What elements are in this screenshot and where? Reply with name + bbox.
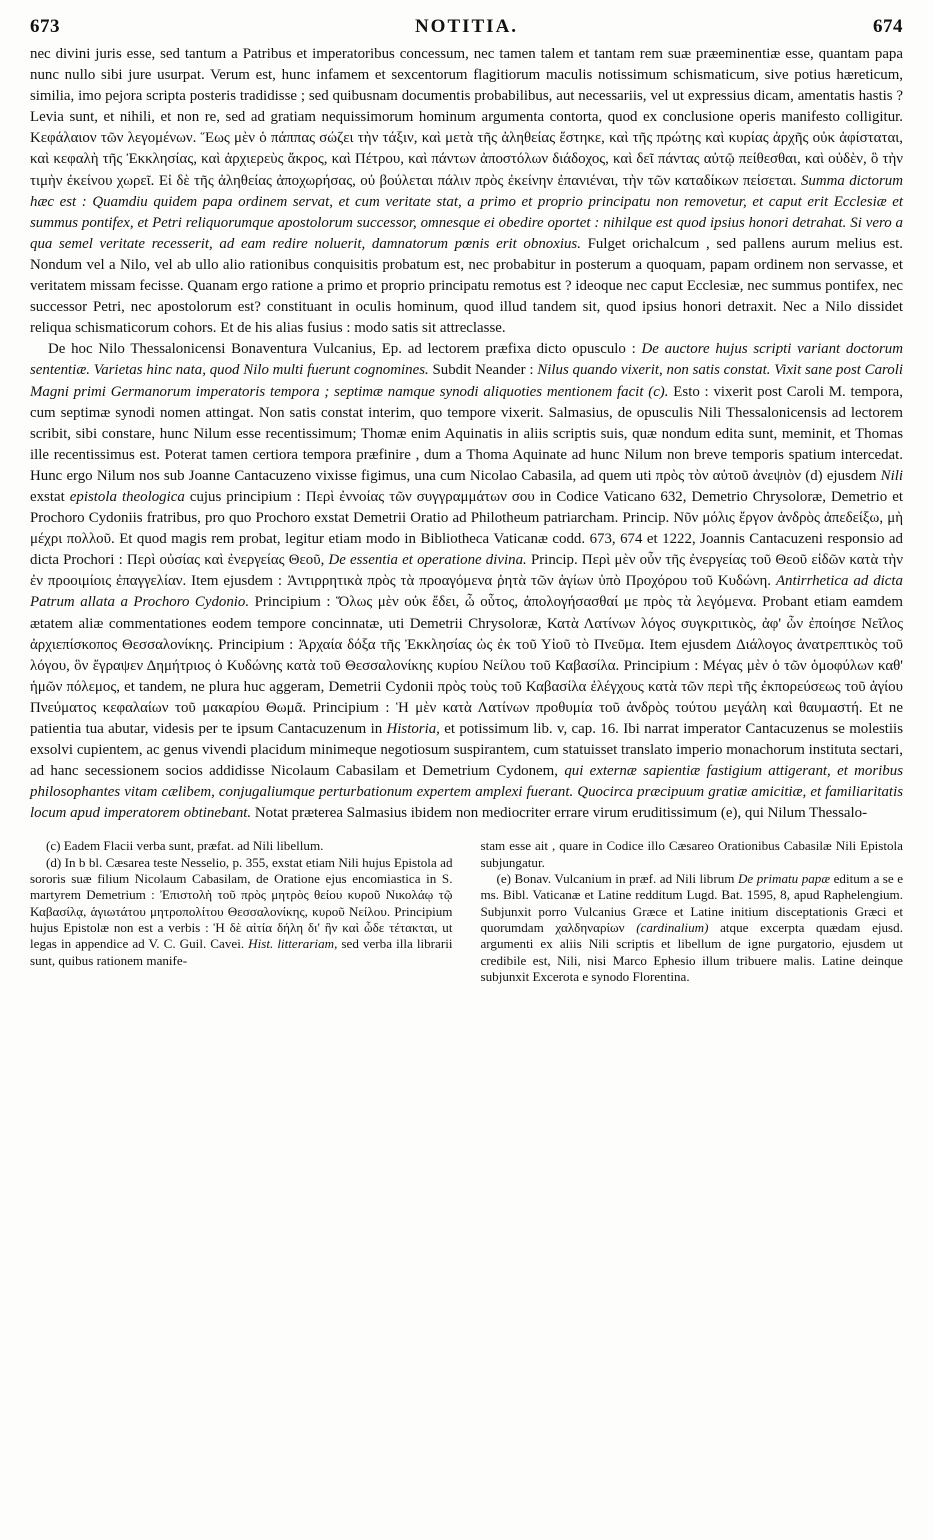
paragraph-2 bbox=[30, 339, 903, 824]
footnote-c: (c) Eadem Flacii verba sunt, præfat. ad Nili libellum. bbox=[46, 838, 324, 854]
footnote-d-text-a: (d) In b bl. Cæsarea teste Nesselio, p. 355, exstat etiam Nili hujus Epistola ad sororis suæ filium Nicolaum Cabasilam, de Oratione ejus encomiastica in S. martyrem Demetrium : Ἐπιστολὴ τοῦ πρὸς μητρὸς θείου κυροῦ Νικολάῳ τῷ Καβασίλᾳ, ἁγιωτάτου μητροπολίτου Θεσσαλονίκης, κυροῦ Νείλου. Principium hujus Epistolæ non est a verbis : Ἡ δὲ αἰτία δήλη δι' ἣν καὶ ὧδε τέτακται, ut legas in appendice ad V. C. Guil. Cavei. bbox=[30, 854, 453, 952]
paragraph-2-italic-historia: Historia, bbox=[386, 721, 440, 737]
footnote-e-text-a: (e) Bonav. Vulcanium in præf. ad Nili librum bbox=[496, 871, 735, 887]
paragraph-2-text-k: Princip. Περὶ μὲν οὖν τῆς ἐνεργείας τοῦ Θεοῦ εἰδῶν κατὰ τὴν ἐν προοιμίοις ἐπαγγελίαν. Item ejusdem : Ἀντιρρητικὰ πρὸς τὰ προαγόμενα ῥητὰ τῶν ἁγίων ὑπὸ Προχόρου τοῦ Κυδώνη. bbox=[30, 552, 903, 590]
paragraph-2-italic-epistola: epistola theologica bbox=[69, 488, 185, 505]
paragraph-1-text-c: Fulget orichalcum , sed pallens aurum melius est. Nondum vel a Nilo, vel ab ullo alio rationibus conquisitis probatum est, nec probabitur in posterum a quoquam, papam ordinem non servasse, et veritatem missam fecisse. Quanam ergo ratione a primo et proprio principatu remotus est ? ideoque nec caput Ecclesiæ, nec summus pontifex, nec successor Petri, nec apostolorum est? constituant in oculis hominum, quod illud tandem sit, quod ipsius honori detraxit. Nec a Nilo dissidet reliqua schismaticorum cohors. Et de his alias fusius : modo satis sit attreclasse. bbox=[30, 235, 903, 337]
footnote-e-italic-title: De primatu papæ bbox=[737, 871, 831, 887]
main-text bbox=[30, 44, 903, 824]
right-page-number: 674 bbox=[872, 16, 903, 37]
paragraph-2-text-i: cujus principium : Περὶ ἐννοίας τῶν συγγραμμάτων σου in Codice Vaticano 632, Demetrio Chrysoloræ, Demetrio et Prochoro Cydoniis fratribus, pro quo Prochoro exstat Demetrii Oratio ad Philotheum patriarcham. Princip. Νῦν μόλις ἔργον ἀνδρὸς ἀπεδείξω, μὴ μέχρι πολλοῦ. Et quod magis rem probat, legitur etiam modo in Bibliotheca Vaticanæ codd. 673, 674 et 1222, Joannis Cantacuzeni responsio ad dicta Prochori : Περὶ οὐσίας καὶ ἐνεργείας Θεοῦ, bbox=[30, 488, 903, 569]
footnote-d bbox=[30, 855, 453, 969]
paragraph-2-text-q: Notat præterea Salmasius ibidem non mediocriter errare virum eruditissimum (e), qui Nilum Thessalo- bbox=[254, 805, 868, 822]
running-title: NOTITIA. bbox=[414, 16, 519, 37]
paragraph-2-italic-de-essentia: De essentia et operatione divina. bbox=[328, 552, 527, 569]
paragraph-2-text-g: exstat bbox=[30, 488, 65, 505]
paragraph-2-text-a: De hoc Nilo Thessalonicensi Bonaventura Vulcanius, Ep. ad lectorem præfixa dicto opusculo : bbox=[48, 341, 636, 358]
running-header bbox=[30, 16, 903, 44]
paragraph-2-text-c: Subdit Neander : bbox=[432, 362, 534, 379]
footnote-e bbox=[481, 871, 904, 985]
paragraph-1 bbox=[30, 44, 903, 339]
paragraph-1-text-a: nec divini juris esse, sed tantum a Patribus et imperatoribus concessum, nec tamen talem et tantam rem suæ præeminentiæ esse, quantam papa nunc nullo sibi jure usurpat. Verum est, hunc infamem et sexcentorum flagitiorum maculis notissimum schismaticum, sive potius hæreticum, similia, imo pejora scripta posteris tradidisse ; sed quibusnam documentis probabilibus, aut necessariis, vel ut expressius dicam, amentatis hastis ? Levia sunt, et nihili, et non re, sed ad gratiam nequissimorum hominum argumenta contorta, quod ex conclusione operis manifesto colligitur. Κεφάλαιον τῶν λεγομένων. Ἕως μὲν ὁ πάππας σώζει τὴν τάξιν, καὶ μετὰ τῆς ἀληθείας ἕστηκε, καὶ τῆς πρώτης καὶ κυρίας ἀρχῆς οὐκ ἀφίσταται, καὶ κεφαλὴ τῆς Ἐκκλησίας, καὶ ἀρχιερεὺς ἄκρος, καὶ Πέτρου, καὶ πάντων ἀποστόλων διάδοχος, καὶ δεῖ πάντας αὐτῷ πείθεσθαι, καὶ οὐδὲν, ὃ τὴν τιμὴν ἐκείνου χωρεῖ. Εἰ δὲ τῆς ἀληθείας ἀποχωρήσας, οὐ βούλεται πάλιν πρὸς ἐκείνην ἐπανιέναι, τὴν τῶν καταδίκων πείσεται. bbox=[30, 46, 903, 189]
footnote-d-text-c: sed verba illa librarii sunt, quibus rationem manife- bbox=[30, 936, 453, 968]
footnotes-right-column bbox=[481, 838, 904, 985]
paragraph-2-italic-quote-cantacuzenus: qui externæ sapientiæ fastigium attigerant, et moribus philosophantes vitam cælibem, conjugaliumque perturbationum expertem amplexi fuerant. Quocirca præcipuum gratiæ amicitiæ, et familiaritatis locum apud imperatorem obtinebant. bbox=[30, 763, 903, 822]
paragraph-2-text-m: Principium : Ὅλως μὲν οὐκ ἔδει, ὦ οὗτος, ἀπολογήσασθαί με πρὸς τὰ λεγόμενα. Probant etiam eamdem ætatem aliæ commentationes eodem tempore concinnatæ, uti Demetrii Chrysoloræ, Κατὰ Λατίνων λόγος συγκριτικὸς, ἀφ' ὧν ἐποίησε Νεῖλος ἀρχιεπίσκοπος Θεσσαλονίκης. Principium : Ἀρχαία δόξα τῆς Ἐκκλησίας ὡς ἐκ τοῦ Υἱοῦ τὸ Πνεῦμα. Item ejusdem Διάλογος ἀνατρεπτικὸς τοῦ λόγου, ὃν ἔγραψεν Δημήτριος ὁ Κυδώνης κατὰ τοῦ Θεσσαλονίκης κυρίου Νείλου τοῦ Καβασίλα. Principium : Μέγας μὲν ὁ τῶν ὁμοφύλων καθ' ἡμῶν πόλεμος, et tandem, ne plura huc aggeram, Demetrii Cydonii πρὸς τοὺς τοῦ Καβασίλα ἐλέγχους κατὰ τῶν περὶ τῆς ἐκπορεύσεως τοῦ ἁγίου Πνεύματος κεφαλαίων τοῦ μακαρίου Θωμᾶ. Principium : Ἡ μὲν κατὰ Λατίνων προθυμία τοῦ ἀνδρὸς τούτου μεγάλη καὶ θαυμαστή. Et ne patientia tua abutar, videsis per te ipsum Cantacuzenum in bbox=[30, 594, 903, 737]
paragraph-2-italic-antirrhetica: Antirrhetica ad dicta Patrum allata a Prochoro Cydonio. bbox=[30, 573, 903, 611]
paragraph-2-text-e: Esto : vixerit post Caroli M. tempora, cum septimæ synodi nomen attingat. Non satis constat interim, quo tempore vixerit. Salmasius, de opusculis Nili Thessalonicensis ad lectorem scribit, sibi constare, hunc Nilum esse recentissimum; Thomæ enim Aquinatis in aliis scriptis suis, quæ nondum edita sunt, meminit, et Thomas ille recentissimus est. Poterat tamen certiora tempora præfinire , dum a Thoma Aquinate ad hunc Nilum non breve temporis spatium intercedat. Hunc ergo Nilum nos sub Joanne Cantacuzeno vixisse figimus, una cum Nicolao Cabasila, ad quem uti πρὸς τὸν αὐτοῦ ἀνεψιὸν (d) ejusdem bbox=[30, 383, 903, 484]
paragraph-2-italic-quote-neander: Nilus quando vixerit, non satis constat. Vixit sane post Caroli Magni primi Germanorum imperatoris tempora ; septimæ namque synodi aliquoties mentionem facit (c). bbox=[30, 362, 903, 400]
footnote-e-italic-cardinalium: (cardinalium) bbox=[636, 919, 709, 935]
footnote-d-italic: Hist. litterariam, bbox=[248, 936, 338, 952]
footnote-e-text-e: atque excerpta quædam ejusd. argumenti ex aliis Nili scriptis et libellum de igne purgatorio, ejusdem ut credibile est, Nili, nisi Marco Ephesio illum tribuere malis. Latine deinque subjunxit Excerota e synodo Florentina. bbox=[480, 919, 903, 984]
footnotes-left-column bbox=[30, 838, 453, 985]
paragraph-2-italic-quote-vulcanius: De auctore hujus scripti variant doctorum sententiæ. Varietas hinc nata, quod Nilo multi fuerunt cognomines. bbox=[30, 341, 904, 379]
footnotes bbox=[30, 838, 903, 985]
paragraph-1-italic-summary: Summa dictorum hæc est : Quamdiu quidem papa ordinem servat, et cum veritate stat, a primo et proprio principatu non removetur, et caput erit Ecclesiæ et summus pontifex, et Petri reliquorumque apostolorum successor, omnesque ei obedire oportet : nihilque est quod ipsius honori detrahat. Si vero a qua semel veritate recesserit, ad eam redire noluerit, damnatorum pœnis erit obnoxius. bbox=[30, 172, 903, 252]
left-page-number: 673 bbox=[30, 16, 60, 37]
footnote-e-text-c: editum a se e ms. Bibl. Vaticanæ et Latine redditum Lugd. Bat. 1595, 8, apud Raphelengium. Subjunxit porro Vulcanius Græce et Latine initium disceptationis Græci et quorumdam χαλδηναρίων bbox=[480, 871, 904, 935]
paragraph-2-text-o: et potissimum lib. v, cap. 16. Ibi narrat imperator Cantacuzenus se molestiis exsolvi cupientem, ac genus vivendi placidum minimeque negotiosum suspirantem, cum statuisset translato imperio monachorum instituta sectari, ad hanc secessionem socios addidisse Nicolaum Cabasilam et Demetrium Cydonem, bbox=[30, 721, 903, 780]
footnote-d-continuation: stam esse ait , quare in Codice illo Cæsareo Orationibus Cabasilæ Nili Epistola subjungatur. bbox=[480, 838, 903, 870]
paragraph-2-italic-nili: Nili bbox=[880, 467, 903, 484]
